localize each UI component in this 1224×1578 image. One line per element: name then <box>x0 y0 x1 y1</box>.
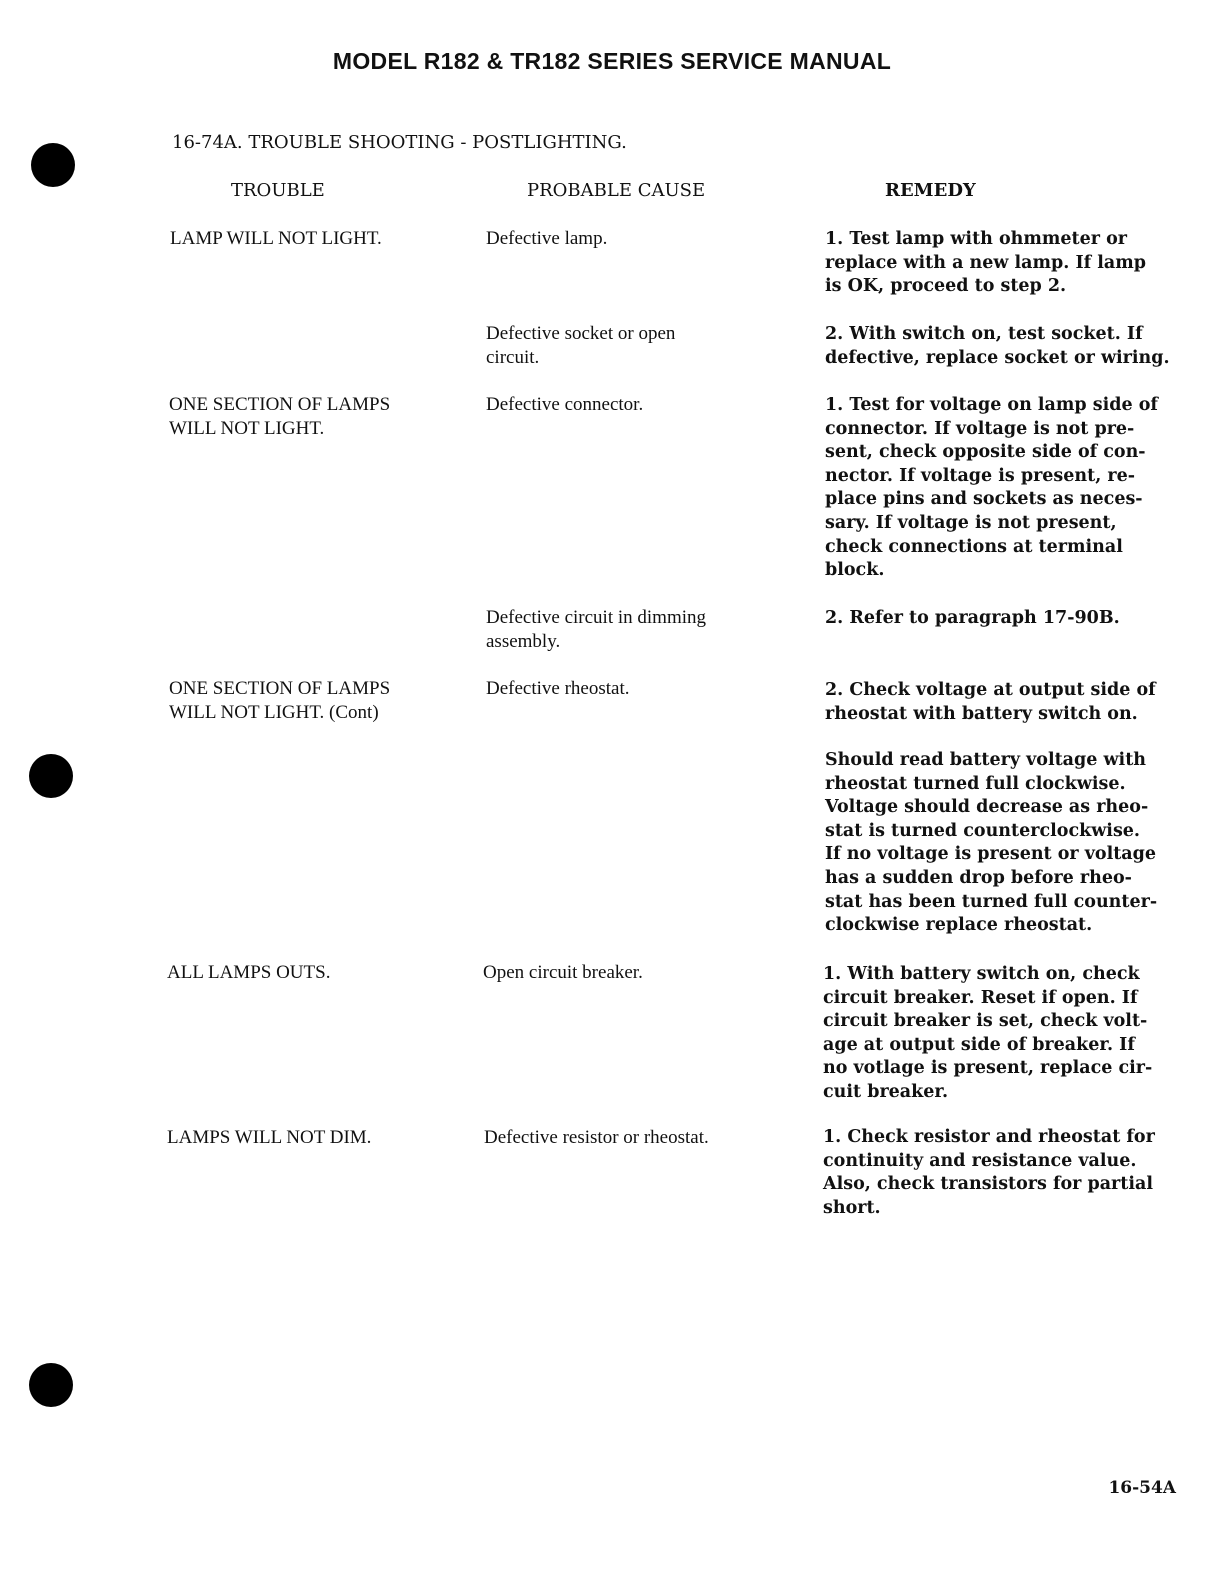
text-line: age at output side of breaker. If <box>823 1034 1135 1055</box>
text-line: is OK, proceed to step 2. <box>825 276 1067 297</box>
text-line: WILL NOT LIGHT. (Cont) <box>169 701 379 723</box>
row-7-trouble <box>167 961 330 985</box>
text-line: 1. Test lamp with ohmmeter or <box>825 229 1127 249</box>
text-line: assembly. <box>486 630 561 652</box>
row-6-remedy <box>825 749 1185 938</box>
row-8-remedy <box>823 1126 1183 1220</box>
text-line: Open circuit breaker. <box>483 962 643 983</box>
text-line: Defective rheostat. <box>486 678 630 699</box>
section-title: 16-74A. TROUBLE SHOOTING - POSTLIGHTING. <box>172 132 627 153</box>
text-line: If no voltage is present or voltage <box>825 844 1157 865</box>
row-5-trouble <box>169 677 390 724</box>
text-line: no votlage is present, replace cir- <box>823 1058 1153 1079</box>
text-line: 1. With battery switch on, check <box>823 964 1140 984</box>
text-line: Also, check transistors for partial <box>823 1174 1153 1195</box>
text-line: 2. Check voltage at output side of <box>825 680 1156 700</box>
row-7-cause <box>483 961 643 985</box>
text-line: ALL LAMPS OUTS. <box>167 962 331 983</box>
text-line: 2. Refer to paragraph 17-90B. <box>825 608 1120 628</box>
text-line: stat has been turned full counter- <box>825 891 1158 912</box>
text-line: defective, replace socket or wiring. <box>825 347 1170 368</box>
binder-hole-bottom <box>29 1363 73 1407</box>
row-7-remedy <box>823 963 1183 1105</box>
binder-hole-middle <box>29 754 73 798</box>
text-line: has a sudden drop before rheo- <box>825 867 1132 888</box>
row-1-trouble <box>170 227 382 251</box>
text-line: circuit breaker. Reset if open. If <box>823 987 1138 1008</box>
row-1-cause <box>486 227 607 251</box>
text-line: sent, check opposite side of con- <box>825 442 1146 463</box>
text-line: 2. With switch on, test socket. If <box>825 324 1143 344</box>
text-line: Defective resistor or rheostat. <box>484 1127 709 1148</box>
text-line: Defective circuit in dimming <box>486 607 707 628</box>
text-line: continuity and resistance value. <box>823 1150 1137 1171</box>
text-line: LAMPS WILL NOT DIM. <box>167 1127 372 1148</box>
text-line: circuit breaker is set, check volt- <box>823 1011 1148 1032</box>
text-line: Defective lamp. <box>486 228 608 249</box>
text-line: replace with a new lamp. If lamp <box>825 252 1146 273</box>
text-line: nector. If voltage is present, re- <box>825 465 1136 486</box>
text-line: block. <box>825 560 885 581</box>
text-line: rheostat with battery switch on. <box>825 703 1138 724</box>
text-line: Should read battery voltage with <box>825 750 1147 770</box>
text-line: Defective socket or open <box>486 323 676 344</box>
text-line: connector. If voltage is not pre- <box>825 418 1135 439</box>
row-1-remedy <box>825 228 1185 299</box>
column-header-remedy: REMEDY <box>885 180 976 201</box>
text-line: Defective connector. <box>486 394 644 415</box>
page-number: 16-54A <box>1108 1478 1176 1498</box>
row-4-cause <box>486 606 706 653</box>
text-line: ONE SECTION OF LAMPS <box>169 394 391 415</box>
text-line: circuit. <box>486 346 540 368</box>
text-line: WILL NOT LIGHT. <box>169 417 325 439</box>
text-line: 1. Test for voltage on lamp side of <box>825 395 1158 415</box>
text-line: cuit breaker. <box>823 1081 949 1102</box>
text-line: rheostat turned full clockwise. <box>825 773 1126 794</box>
row-3-remedy <box>825 394 1185 583</box>
text-line: sary. If voltage is not present, <box>825 512 1117 533</box>
binder-hole-top <box>31 143 75 187</box>
row-5-remedy <box>825 679 1185 726</box>
row-2-cause <box>486 322 675 369</box>
text-line: stat is turned counterclockwise. <box>825 820 1141 841</box>
row-4-remedy <box>825 607 1185 631</box>
row-8-cause <box>484 1126 709 1150</box>
column-header-cause: PROBABLE CAUSE <box>527 180 706 201</box>
text-line: LAMP WILL NOT LIGHT. <box>170 228 382 249</box>
text-line: check connections at terminal <box>825 536 1123 557</box>
row-3-cause <box>486 393 643 417</box>
page-header: MODEL R182 & TR182 SERIES SERVICE MANUAL <box>332 48 892 74</box>
text-line: place pins and sockets as neces- <box>825 489 1143 510</box>
row-5-cause <box>486 677 629 701</box>
row-3-trouble <box>169 393 390 440</box>
row-8-trouble <box>167 1126 371 1150</box>
text-line: ONE SECTION OF LAMPS <box>169 678 391 699</box>
column-header-trouble: TROUBLE <box>231 180 325 201</box>
text-line: short. <box>823 1197 881 1218</box>
text-line: Voltage should decrease as rheo- <box>825 797 1149 818</box>
row-2-remedy <box>825 323 1195 370</box>
text-line: 1. Check resistor and rheostat for <box>823 1127 1155 1147</box>
text-line: clockwise replace rheostat. <box>825 915 1093 936</box>
